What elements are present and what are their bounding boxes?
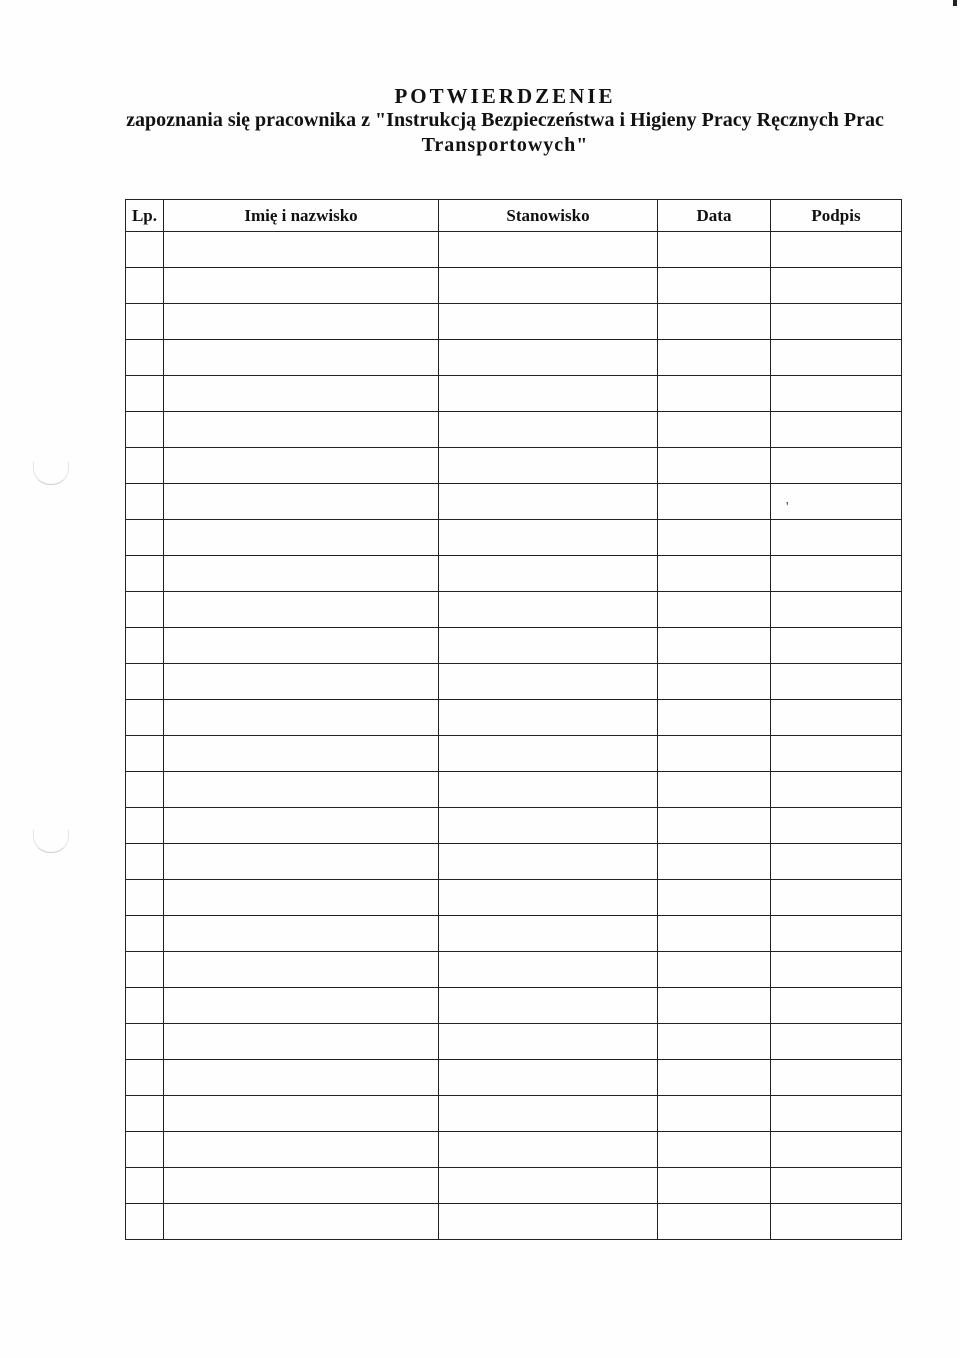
cell-date — [658, 700, 771, 736]
table-row — [126, 340, 902, 376]
cell-position — [439, 952, 658, 988]
table-row — [126, 1060, 902, 1096]
cell-signature — [771, 484, 902, 520]
cell-name — [164, 484, 439, 520]
cell-date — [658, 592, 771, 628]
header-name: Imię i nazwisko — [164, 200, 439, 232]
cell-date — [658, 556, 771, 592]
cell-lp — [126, 664, 164, 700]
cell-date — [658, 268, 771, 304]
cell-lp — [126, 1024, 164, 1060]
cell-position — [439, 412, 658, 448]
cell-signature — [771, 340, 902, 376]
cell-date — [658, 484, 771, 520]
table-header-row — [126, 200, 902, 232]
cell-lp — [126, 880, 164, 916]
cell-date — [658, 340, 771, 376]
cell-lp — [126, 988, 164, 1024]
cell-signature — [771, 628, 902, 664]
title-block — [0, 84, 960, 158]
confirmation-table — [125, 199, 902, 1240]
cell-date — [658, 304, 771, 340]
cell-lp — [126, 340, 164, 376]
cell-lp — [126, 700, 164, 736]
cell-lp — [126, 1096, 164, 1132]
document-subtitle-line2: Transportowych" — [421, 134, 589, 156]
table-row — [126, 412, 902, 448]
cell-lp — [126, 952, 164, 988]
stray-pen-mark: ' — [786, 500, 789, 515]
cell-position — [439, 592, 658, 628]
cell-signature — [771, 916, 902, 952]
cell-signature — [771, 880, 902, 916]
cell-signature — [771, 268, 902, 304]
cell-position — [439, 988, 658, 1024]
table-row — [126, 1132, 902, 1168]
cell-name — [164, 1060, 439, 1096]
cell-signature — [771, 700, 902, 736]
cell-lp — [126, 916, 164, 952]
punch-hole-top — [33, 462, 69, 485]
cell-name — [164, 268, 439, 304]
header-position: Stanowisko — [439, 200, 658, 232]
cell-signature — [771, 232, 902, 268]
cell-position — [439, 556, 658, 592]
cell-lp — [126, 1204, 164, 1240]
table-row — [126, 268, 902, 304]
cell-lp — [126, 1060, 164, 1096]
cell-position — [439, 808, 658, 844]
cell-name — [164, 916, 439, 952]
table-row — [126, 880, 902, 916]
cell-name — [164, 556, 439, 592]
cell-name — [164, 808, 439, 844]
cell-date — [658, 808, 771, 844]
cell-position — [439, 772, 658, 808]
cell-position — [439, 1060, 658, 1096]
cell-signature — [771, 520, 902, 556]
cell-lp — [126, 556, 164, 592]
cell-signature — [771, 952, 902, 988]
cell-lp — [126, 1132, 164, 1168]
cell-name — [164, 340, 439, 376]
cell-date — [658, 844, 771, 880]
cell-name — [164, 232, 439, 268]
cell-position — [439, 664, 658, 700]
cell-date — [658, 376, 771, 412]
cell-name — [164, 1096, 439, 1132]
cell-date — [658, 1060, 771, 1096]
table-row — [126, 988, 902, 1024]
cell-position — [439, 1204, 658, 1240]
header-date: Data — [658, 200, 771, 232]
table-row — [126, 1096, 902, 1132]
cell-name — [164, 592, 439, 628]
cell-lp — [126, 376, 164, 412]
cell-date — [658, 520, 771, 556]
scan-artifact-dot — [953, 0, 957, 6]
header-signature: Podpis — [771, 200, 902, 232]
cell-name — [164, 1204, 439, 1240]
cell-name — [164, 1168, 439, 1204]
table-row — [126, 916, 902, 952]
table-row — [126, 1168, 902, 1204]
punch-hole-bottom — [33, 830, 69, 853]
cell-lp — [126, 484, 164, 520]
cell-signature — [771, 808, 902, 844]
cell-name — [164, 448, 439, 484]
cell-name — [164, 880, 439, 916]
cell-signature — [771, 1132, 902, 1168]
cell-signature — [771, 1060, 902, 1096]
cell-date — [658, 1096, 771, 1132]
cell-lp — [126, 268, 164, 304]
cell-position — [439, 916, 658, 952]
cell-lp — [126, 232, 164, 268]
cell-date — [658, 232, 771, 268]
cell-signature — [771, 304, 902, 340]
cell-signature — [771, 1096, 902, 1132]
cell-date — [658, 1204, 771, 1240]
table-row — [126, 700, 902, 736]
cell-position — [439, 304, 658, 340]
cell-signature — [771, 412, 902, 448]
table-row — [126, 520, 902, 556]
cell-name — [164, 772, 439, 808]
cell-signature — [771, 844, 902, 880]
cell-signature — [771, 988, 902, 1024]
cell-date — [658, 1168, 771, 1204]
cell-lp — [126, 304, 164, 340]
table-row — [126, 376, 902, 412]
cell-name — [164, 1132, 439, 1168]
header-lp: Lp. — [126, 200, 164, 232]
cell-position — [439, 1024, 658, 1060]
cell-date — [658, 952, 771, 988]
cell-lp — [126, 412, 164, 448]
document-subtitle-line1: zapoznania się pracownika z "Instrukcją Bezpieczeństwa i Higieny Pracy Ręcznych Prac — [126, 109, 884, 131]
document-title: POTWIERDZENIE — [394, 84, 616, 108]
table-row — [126, 736, 902, 772]
cell-lp — [126, 520, 164, 556]
table-row — [126, 448, 902, 484]
cell-position — [439, 340, 658, 376]
cell-signature — [771, 772, 902, 808]
table-row — [126, 844, 902, 880]
cell-date — [658, 664, 771, 700]
cell-date — [658, 628, 771, 664]
cell-signature — [771, 1168, 902, 1204]
cell-name — [164, 700, 439, 736]
cell-position — [439, 628, 658, 664]
cell-date — [658, 412, 771, 448]
cell-signature — [771, 448, 902, 484]
cell-name — [164, 304, 439, 340]
cell-position — [439, 232, 658, 268]
cell-lp — [126, 772, 164, 808]
cell-position — [439, 448, 658, 484]
table-row — [126, 808, 902, 844]
cell-name — [164, 520, 439, 556]
cell-signature — [771, 1024, 902, 1060]
cell-signature — [771, 376, 902, 412]
table-row — [126, 664, 902, 700]
cell-lp — [126, 808, 164, 844]
table-row — [126, 556, 902, 592]
cell-signature — [771, 556, 902, 592]
cell-name — [164, 736, 439, 772]
table-row — [126, 304, 902, 340]
cell-name — [164, 952, 439, 988]
cell-name — [164, 628, 439, 664]
table-row — [126, 628, 902, 664]
cell-position — [439, 700, 658, 736]
cell-lp — [126, 592, 164, 628]
cell-signature — [771, 664, 902, 700]
cell-lp — [126, 736, 164, 772]
cell-lp — [126, 844, 164, 880]
table-row — [126, 1024, 902, 1060]
cell-date — [658, 1024, 771, 1060]
cell-position — [439, 376, 658, 412]
cell-name — [164, 844, 439, 880]
cell-position — [439, 1168, 658, 1204]
cell-name — [164, 664, 439, 700]
cell-date — [658, 772, 771, 808]
cell-position — [439, 484, 658, 520]
cell-lp — [126, 628, 164, 664]
cell-name — [164, 412, 439, 448]
cell-position — [439, 520, 658, 556]
cell-position — [439, 844, 658, 880]
cell-lp — [126, 1168, 164, 1204]
cell-position — [439, 880, 658, 916]
cell-position — [439, 736, 658, 772]
cell-date — [658, 880, 771, 916]
cell-position — [439, 268, 658, 304]
table-row — [126, 592, 902, 628]
cell-name — [164, 376, 439, 412]
cell-signature — [771, 1204, 902, 1240]
table-row — [126, 952, 902, 988]
table-body — [126, 232, 902, 1240]
cell-lp — [126, 448, 164, 484]
cell-name — [164, 1024, 439, 1060]
cell-signature — [771, 736, 902, 772]
cell-date — [658, 1132, 771, 1168]
cell-date — [658, 448, 771, 484]
cell-signature — [771, 592, 902, 628]
cell-date — [658, 988, 771, 1024]
table-row — [126, 772, 902, 808]
table-row — [126, 1204, 902, 1240]
cell-date — [658, 736, 771, 772]
cell-position — [439, 1132, 658, 1168]
table-row — [126, 232, 902, 268]
cell-date — [658, 916, 771, 952]
cell-position — [439, 1096, 658, 1132]
cell-name — [164, 988, 439, 1024]
